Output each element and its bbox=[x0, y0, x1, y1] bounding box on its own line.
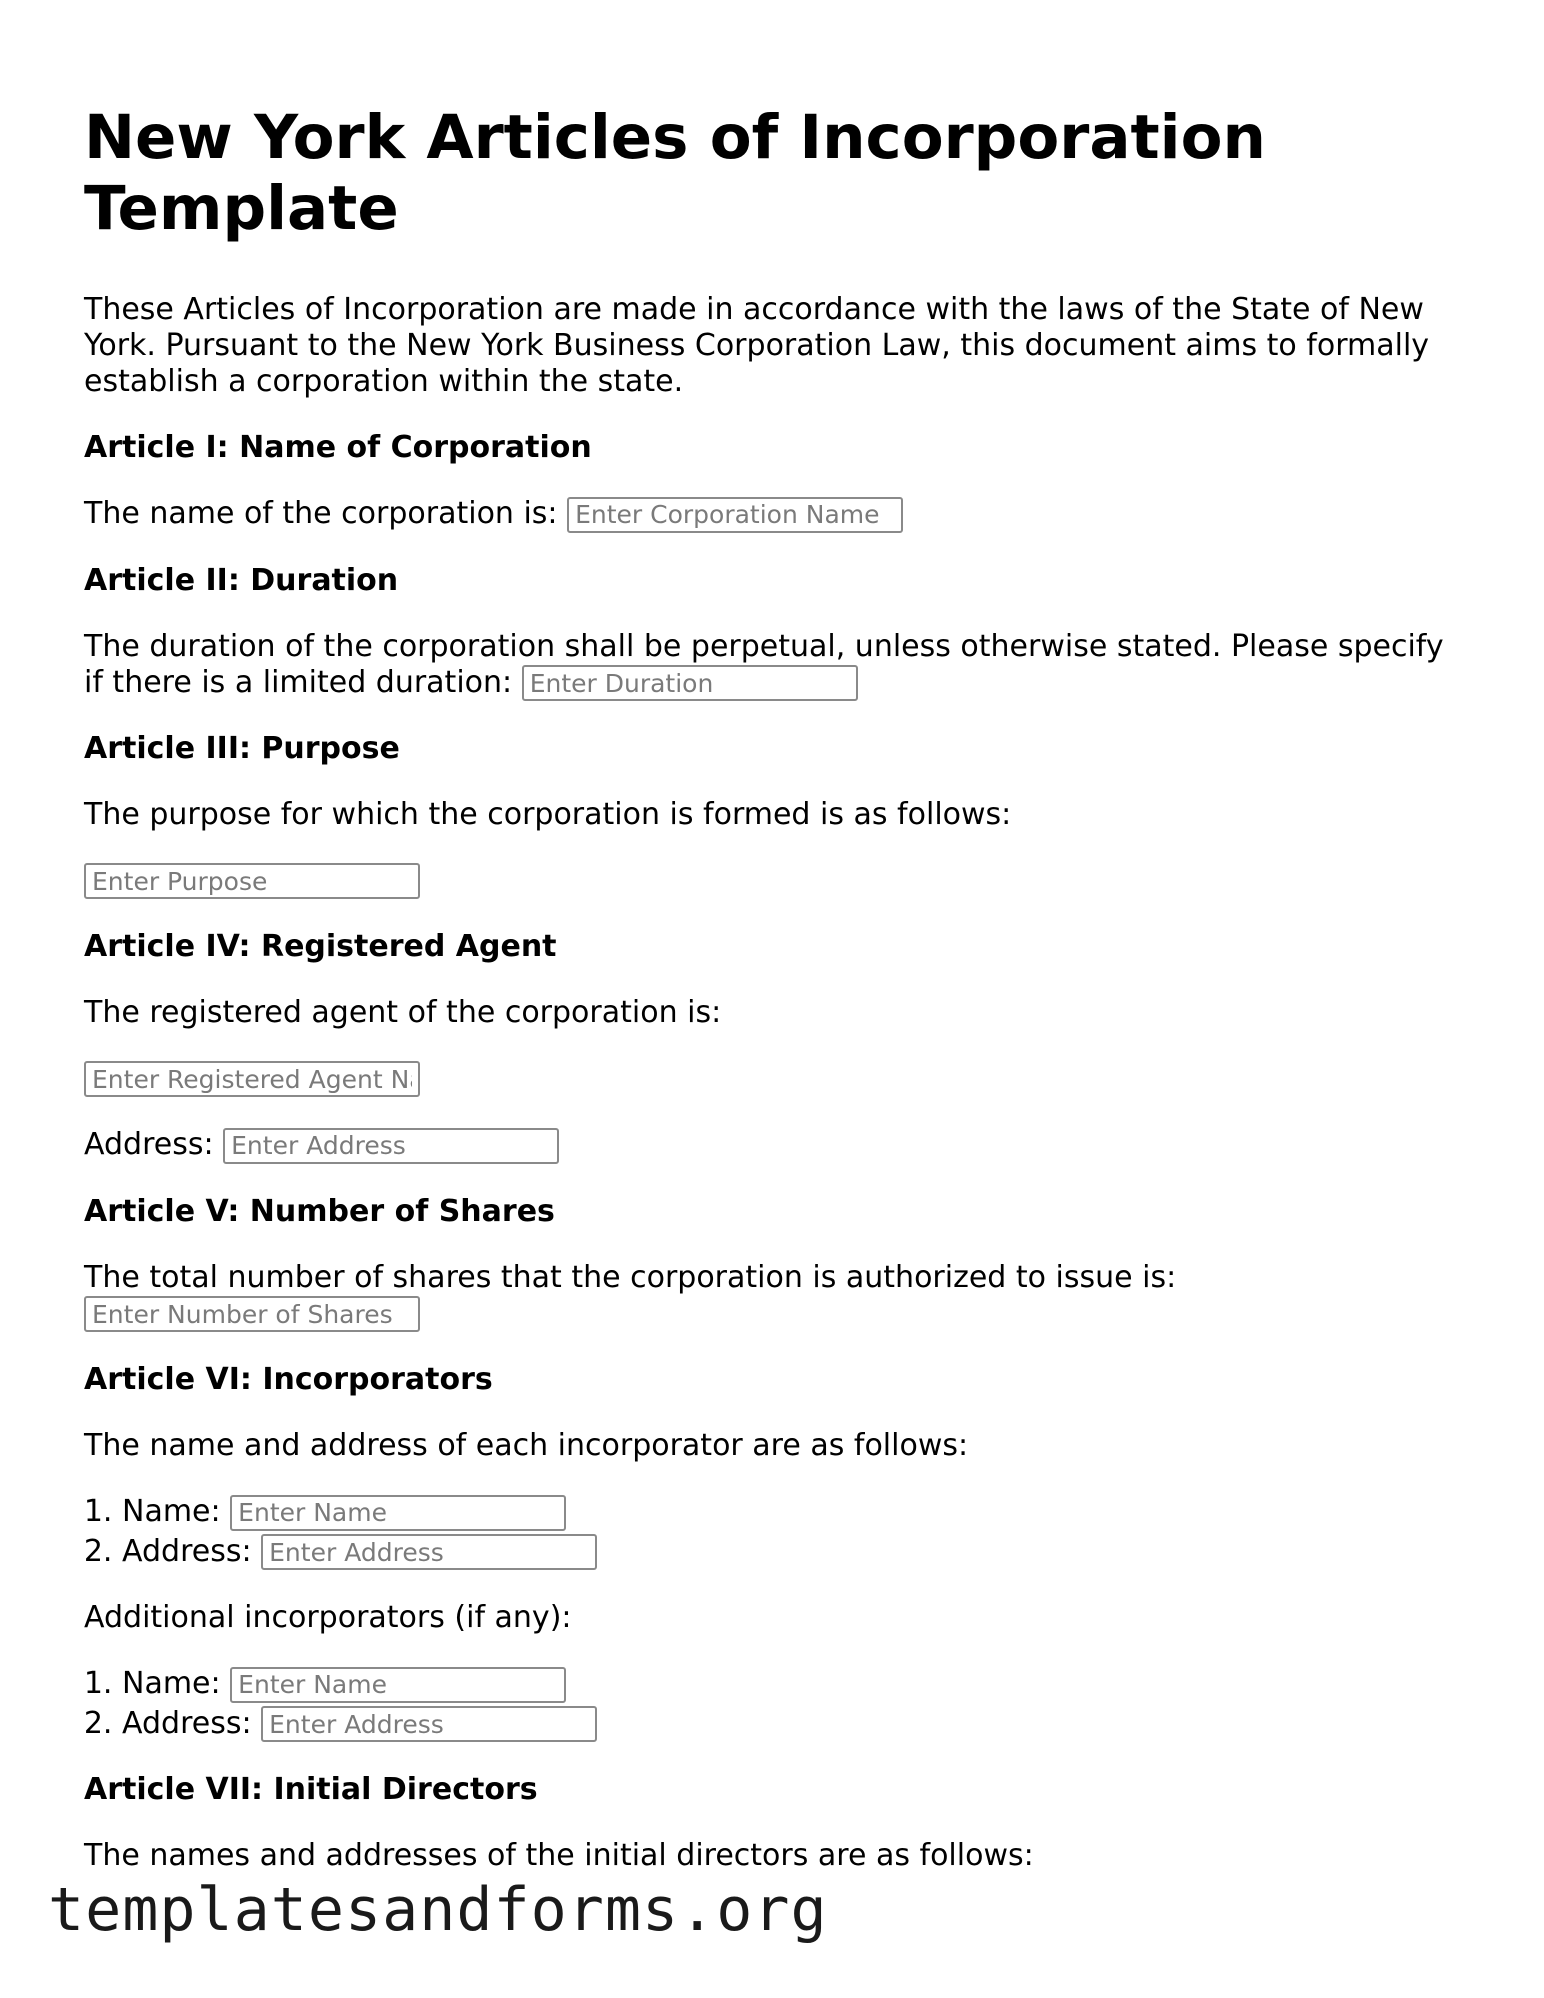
article-5-text: The total number of shares that the corporation is authorized to issue is: bbox=[84, 1259, 1177, 1295]
additional-incorporator-address-input[interactable] bbox=[261, 1706, 597, 1742]
article-2-text: The duration of the corporation shall be perpetual, unless otherwise stated. Please specify if there is a limited duration: bbox=[84, 628, 1444, 700]
article-1-heading: Article I: Name of Corporation bbox=[84, 430, 592, 465]
article-7-text: The names and addresses of the initial directors are as follows: bbox=[84, 1838, 1034, 1873]
article-6-text: The name and address of each incorporator are as follows: bbox=[84, 1428, 969, 1463]
article-1-text: The name of the corporation is: bbox=[84, 496, 558, 531]
additional-name-label: Name: bbox=[122, 1666, 221, 1701]
list-item bbox=[122, 1706, 1464, 1743]
number-of-shares-input[interactable] bbox=[84, 1296, 420, 1332]
agent-address-input[interactable] bbox=[223, 1128, 559, 1164]
article-5-heading: Article V: Number of Shares bbox=[84, 1193, 555, 1229]
article-2-heading: Article II: Duration bbox=[84, 562, 399, 598]
registered-agent-input[interactable] bbox=[84, 1061, 420, 1097]
list-item bbox=[122, 1666, 1464, 1703]
incorporator-address-label: Address: bbox=[122, 1533, 252, 1569]
agent-address-row bbox=[84, 1127, 1464, 1164]
intro-paragraph: These Articles of Incorporation are made in accordance with the laws of the State of New York. Pursuant to the New York Business Corporation Law, this document aims to formally establish a corporation within the state. bbox=[84, 292, 1430, 399]
agent-address-label: Address: bbox=[84, 1127, 214, 1162]
article-3-heading: Article III: Purpose bbox=[84, 731, 400, 766]
document-page bbox=[84, 102, 1464, 1904]
article-7-heading: Article VII: Initial Directors bbox=[84, 1772, 538, 1807]
incorporator-address-input[interactable] bbox=[261, 1534, 597, 1570]
additional-incorporator-list bbox=[84, 1666, 1464, 1742]
article-4-text: The registered agent of the corporation is: bbox=[84, 995, 722, 1030]
watermark: templatesandforms.org bbox=[48, 1875, 828, 1945]
list-item bbox=[122, 1494, 1464, 1531]
incorporator-name-input[interactable] bbox=[230, 1495, 566, 1531]
list-item bbox=[122, 1534, 1464, 1571]
article-2-paragraph bbox=[84, 629, 1464, 702]
purpose-input[interactable] bbox=[84, 863, 420, 899]
duration-input[interactable] bbox=[522, 665, 858, 701]
additional-address-label: Address: bbox=[122, 1705, 252, 1741]
article-1-paragraph bbox=[84, 496, 1464, 533]
corporation-name-input[interactable] bbox=[567, 497, 903, 533]
page-title: New York Articles of Incorporation Template bbox=[84, 102, 1266, 244]
additional-incorporators-text: Additional incorporators (if any): bbox=[84, 1600, 572, 1635]
article-3-text: The purpose for which the corporation is formed is as follows: bbox=[84, 797, 1012, 832]
additional-incorporator-name-input[interactable] bbox=[230, 1667, 566, 1703]
article-5-paragraph bbox=[84, 1260, 1464, 1333]
incorporator-name-label: Name: bbox=[122, 1494, 221, 1529]
article-4-heading: Article IV: Registered Agent bbox=[84, 929, 557, 964]
article-6-heading: Article VI: Incorporators bbox=[84, 1362, 493, 1397]
incorporator-list bbox=[84, 1494, 1464, 1570]
